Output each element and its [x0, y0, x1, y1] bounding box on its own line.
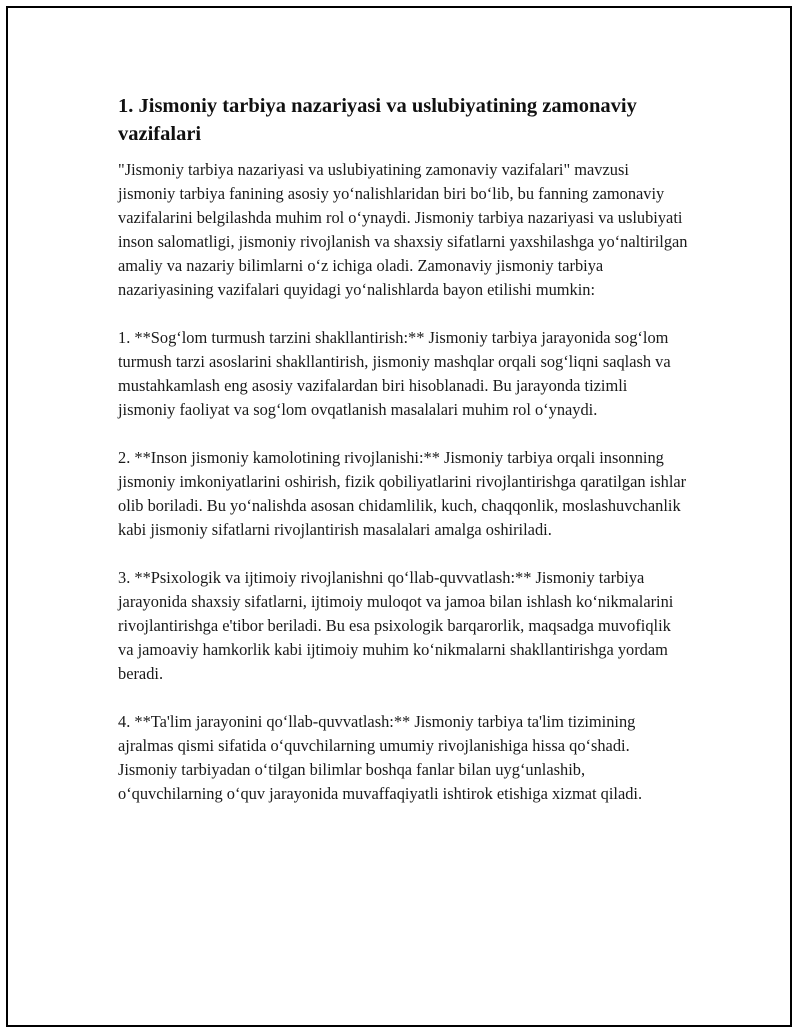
intro-paragraph: "Jismoniy tarbiya nazariyasi va uslubiyatining zamonaviy vazifalari" mavzusi jismoniy tarbiya fanining asosiy yo‘nalishlaridan biri bo‘lib, bu fanning zamonaviy vazifalarini belgilashda muhim rol o‘ynaydi. Jismoniy tarbiya nazariyasi va uslubiyati inson salomatligi, jismoniy rivojlanish va shaxsiy sifatlarni yaxshilashga yo‘naltirilgan amaliy va nazariy bilimlarni o‘z ichiga oladi. Zamonaviy jismoniy tarbiya nazariyasining vazifalari quyidagi yo‘nalishlarda bayon etilishi mumkin:	[118, 160, 688, 299]
paragraph-psychosocial-development: 3. **Psixologik va ijtimoiy rivojlanishni qo‘llab-quvvatlash:** Jismoniy tarbiya jarayonida shaxsiy sifatlarni, ijtimoiy muloqot va jamoa bilan ishlash ko‘nikmalarini rivojlantirishga e'tibor beriladi. Bu esa psixologik barqarorlik, maqsadga muvofiqlik va jamoaviy hamkorlik kabi ijtimoiy muhim ko‘nikmalarni shakllantirishga yordam beradi.	[118, 568, 674, 683]
document-body	[118, 92, 688, 830]
paragraph-healthy-lifestyle: 1. **Sog‘lom turmush tarzini shakllantirish:** Jismoniy tarbiya jarayonida sog‘lom turmush tarzi asoslarini shakllantirish, jismoniy mashqlar orqali sog‘liqni saqlash va mustahkamlash eng asosiy vazifalardan biri hisoblanadi. Bu jarayonda tizimli jismoniy faoliyat va sog‘lom ovqatlanish masalalari muhim rol o‘ynaydi.	[118, 328, 671, 419]
section-heading: 1. Jismoniy tarbiya nazariyasi va uslubiyatining zamonaviy vazifalari	[118, 95, 637, 145]
paragraph-education-support: 4. **Ta'lim jarayonini qo‘llab-quvvatlash:** Jismoniy tarbiya ta'lim tizimining ajralmas qismi sifatida o‘quvchilarning umumiy rivojlanishiga hissa qo‘shadi. Jismoniy tarbiyadan o‘tilgan bilimlar boshqa fanlar bilan uyg‘unlashib, o‘quvchilarning o‘quv jarayonida muvaffaqiyatli ishtirok etishiga xizmat qiladi.	[118, 712, 643, 803]
paragraph-physical-development: 2. **Inson jismoniy kamolotining rivojlanishi:** Jismoniy tarbiya orqali insonning jismoniy imkoniyatlarini oshirish, fizik qobiliyatlarini rivojlantirishga qaratilgan ishlar olib boriladi. Bu yo‘nalishda asosan chidamlilik, kuch, chaqqonlik, moslashuvchanlik kabi jismoniy sifatlarni rivojlantirish masalalari amalga oshiriladi.	[118, 448, 687, 539]
